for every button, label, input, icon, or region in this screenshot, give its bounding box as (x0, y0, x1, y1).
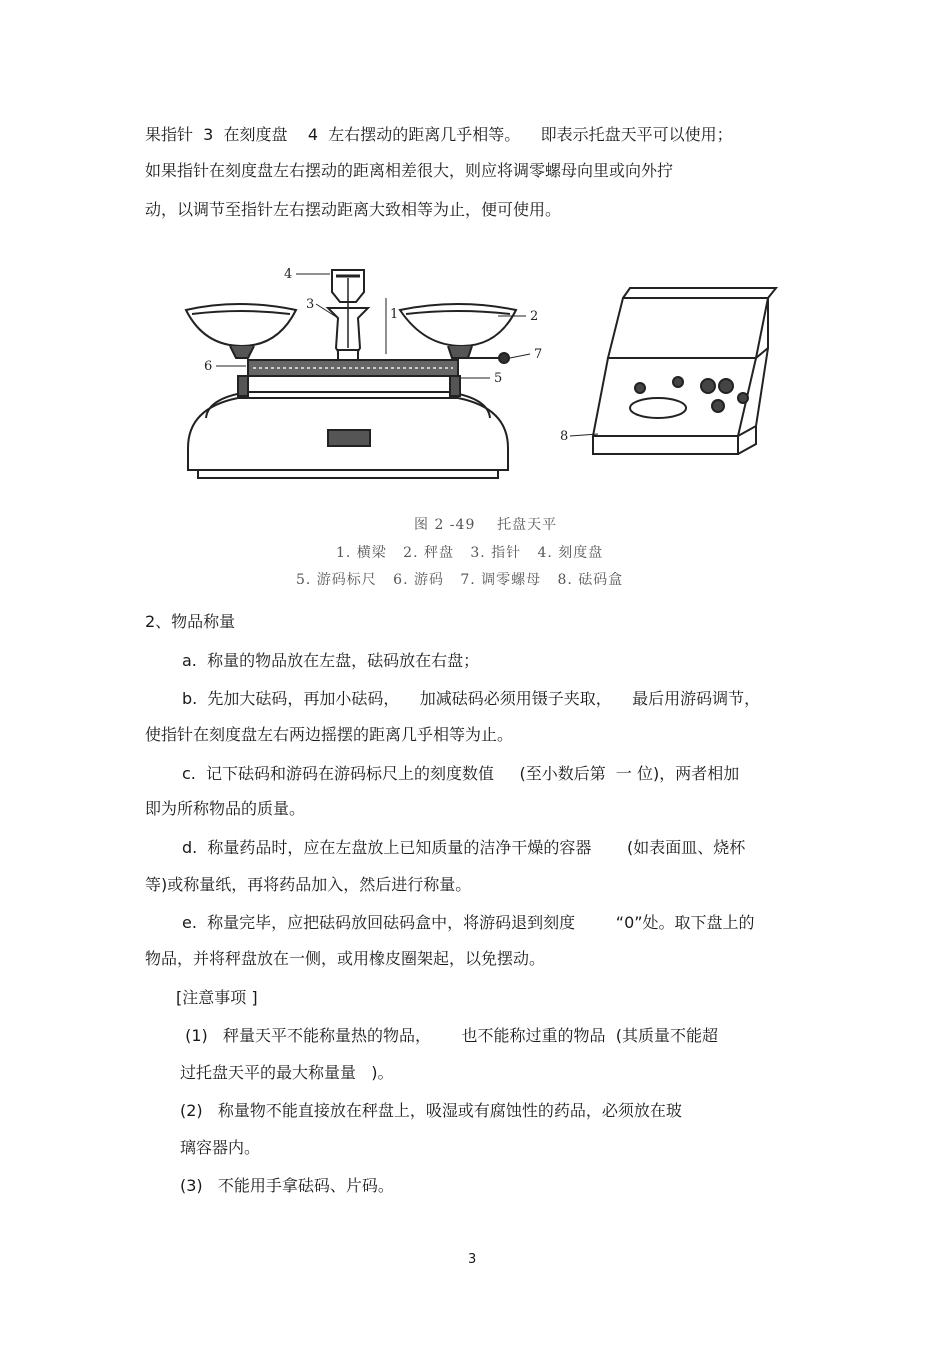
note-line: (1) 秤量天平不能称量热的物品， 也不能称过重的物品 (其质量不能超 (180, 1026, 718, 1045)
note-line: 过托盘天平的最大称量量 )。 (180, 1063, 394, 1082)
step-line: 使指针在刻度盘左右两边摇摆的距离几乎相等为止。 (145, 725, 514, 744)
note-line: (2) 称量物不能直接放在秤盘上，吸湿或有腐蚀性的药品，必须放在玻 (180, 1101, 682, 1120)
paragraph-line: 动，以调节至指针左右摆动距离大致相等为止，便可使用。 (145, 200, 562, 219)
step-line: c. 记下砝码和游码在游码标尺上的刻度数值 (至小数后第 一 位)，两者相加 (182, 764, 740, 783)
page-number: 3 (468, 1252, 477, 1267)
step-line: 物品，并将秤盘放在一侧，或用橡皮圈架起，以免摆动。 (145, 949, 546, 968)
paragraph-line: 果指针 3 在刻度盘 4 左右摆动的距离几乎相等。 即表示托盘天平可以使用； (145, 125, 733, 144)
figure-label: 2 (530, 309, 539, 324)
figure-caption-line: 1. 横梁 2. 秤盘 3. 指针 4. 刻度盘 (336, 545, 604, 561)
figure-label: 7 (534, 347, 543, 362)
step-line: b. 先加大砝码，再加小砝码， 加减砝码必须用镊子夹取， 最后用游码调节， (182, 689, 761, 708)
step-line: 即为所称物品的质量。 (145, 799, 306, 818)
step-line: 等)或称量纸，再将药品加入，然后进行称量。 (145, 875, 472, 894)
figure-label: 8 (560, 429, 569, 444)
step-line: d. 称量药品时，应在左盘放上已知质量的洁净干燥的容器 (如表面皿、烧杯 (182, 838, 746, 857)
step-line: a. 称量的物品放在左盘，砝码放在右盘； (182, 651, 480, 670)
figure-label: 5 (494, 371, 503, 386)
tray-balance-illustration (178, 258, 798, 498)
section-heading: 2、物品称量 (145, 612, 236, 631)
tray-balance-figure (178, 258, 798, 498)
figure-caption-title: 图 2 -49 托盘天平 (414, 517, 558, 533)
figure-label: 1 (390, 307, 399, 322)
figure-label: 6 (204, 359, 213, 374)
figure-label: 4 (284, 267, 293, 282)
figure-label: 3 (306, 297, 315, 312)
step-line: e. 称量完毕，应把砝码放回砝码盒中，将游码退到刻度 “0”处。取下盘上的 (182, 913, 755, 932)
note-line: 璃容器内。 (180, 1138, 261, 1157)
paragraph-line: 如果指针在刻度盘左右摆动的距离相差很大，则应将调零螺母向里或向外拧 (145, 161, 674, 180)
note-line: (3) 不能用手拿砝码、片码。 (180, 1176, 394, 1195)
notes-heading: [注意事项 ] (176, 988, 258, 1007)
figure-caption-line: 5. 游码标尺 6. 游码 7. 调零螺母 8. 砝码盒 (296, 572, 624, 588)
